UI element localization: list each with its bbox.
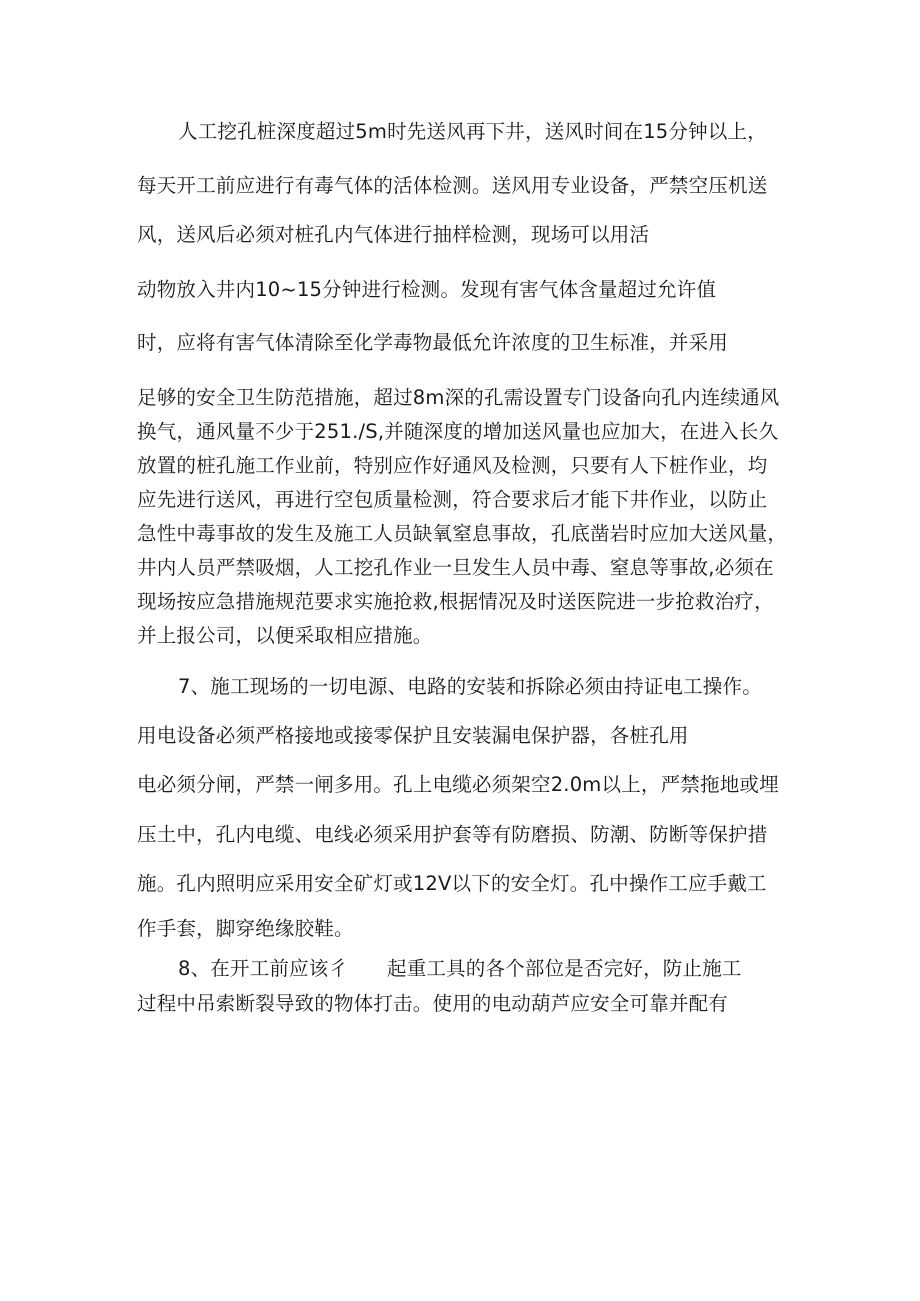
text-line: 起重工具的各个部位是否完好，防止施工 xyxy=(387,957,742,980)
text-line: 动物放入井内10~15分钟进行检测。发现有害气体含量超过允许值 xyxy=(137,278,717,301)
text-line: 足够的安全卫生防范措施，超过8m深的孔需设置专门设备向孔内连续通风 xyxy=(137,386,780,409)
text-line: 作手套，脚穿绝缘胶鞋。 xyxy=(137,917,354,940)
text-line: 放置的桩孔施工作业前，特别应作好通风及检测，只要有人下桩作业，均 xyxy=(137,454,768,477)
text-line: 急性中毒事故的发生及施工人员缺氧窒息事故，孔底凿岩时应加大送风量， xyxy=(137,522,788,545)
text-line: 现场按应急措施规范要求实施抢救,根据情况及时送医院进一步抢救治疗， xyxy=(137,590,774,613)
text-line: 井内人员严禁吸烟，人工挖孔作业一旦发生人员中毒、窒息等事故,必须在 xyxy=(137,556,774,579)
text-line: 每天开工前应进行有毒气体的活体检测。送风用专业设备，严禁空压机送 xyxy=(137,174,768,197)
text-line: 8、在开工前应该彳 xyxy=(178,957,349,980)
text-line: 应先进行送风，再进行空包质量检测，符合要求后才能下井作业，以防止 xyxy=(137,488,768,511)
text-line: 并上报公司，以便采取相应措施。 xyxy=(137,624,433,647)
text-line: 换气，通风量不少于251./S,并随深度的增加送风量也应加大，在进入长久 xyxy=(137,420,779,443)
text-line: 时，应将有害气体清除至化学毒物最低允许浓度的卫生标准，并采用 xyxy=(137,331,729,354)
text-line: 用电设备必须严格接地或接零保护且安装漏电保护器，各桩孔用 xyxy=(137,724,689,747)
text-line: 电必须分闸，严禁一闸多用。孔上电缆必须架空2.0m以上，严禁拖地或埋 xyxy=(137,773,779,796)
text-line: 施。孔内照明应采用安全矿灯或12V以下的安全灯。孔中操作工应手戴工 xyxy=(137,872,767,895)
text-line: 压土中，孔内电缆、电线必须采用护套等有防磨损、防潮、防断等保护措 xyxy=(137,823,768,846)
text-line: 过程中吊索断裂导致的物体打击。使用的电动葫芦应安全可靠并配有 xyxy=(137,992,729,1015)
text-line: 7、施工现场的一切电源、电路的安装和拆除必须由持证电工操作。 xyxy=(178,675,762,698)
text-line: 人工挖孔桩深度超过5m时先送风再下井，送风时间在15分钟以上， xyxy=(178,120,767,143)
text-line: 风，送风后必须对桩孔内气体进行抽样检测，现场可以用活 xyxy=(137,223,650,246)
